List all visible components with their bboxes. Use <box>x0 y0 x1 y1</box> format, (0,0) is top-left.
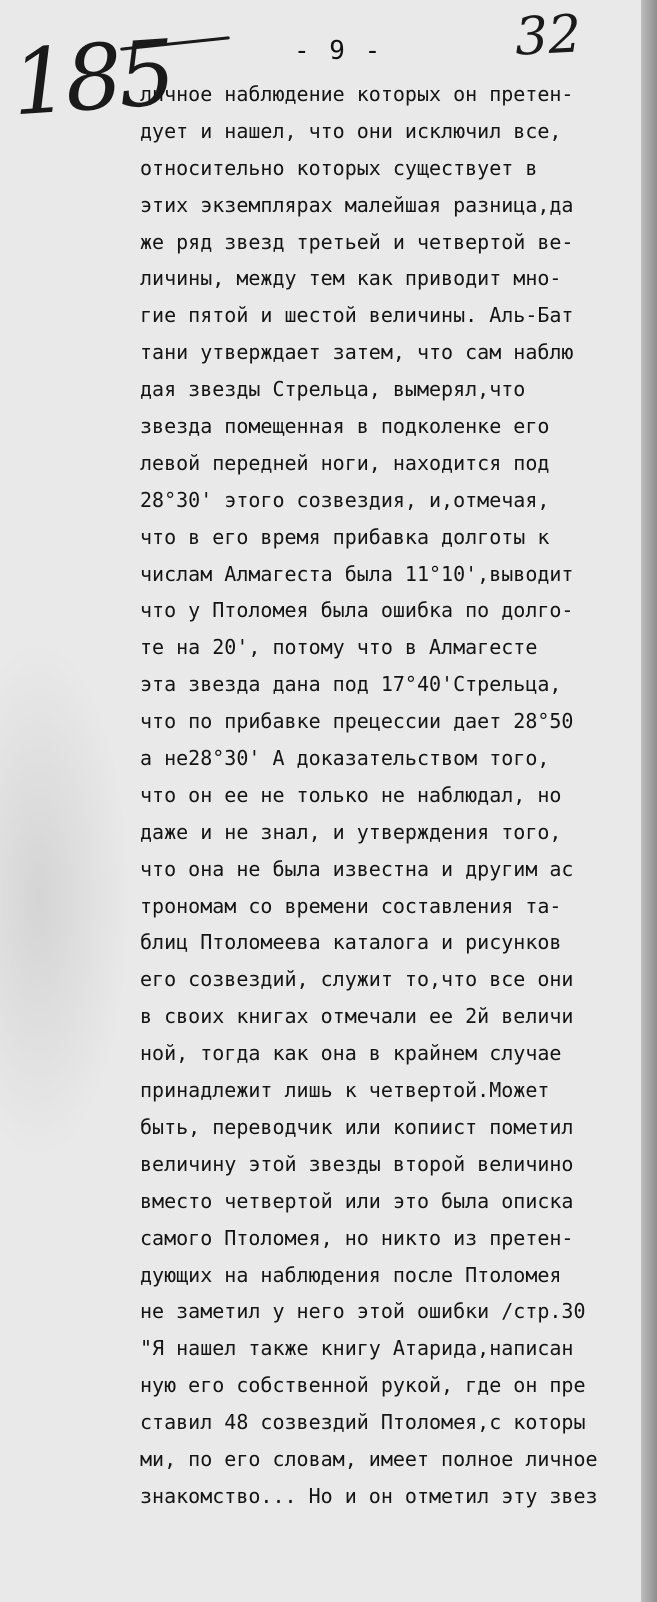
text-line: дует и нашел, что они исключил все, <box>140 118 562 143</box>
text-line: же ряд звезд третьей и четвертой ве- <box>140 229 574 254</box>
text-line: самого Птоломея, но никто из претен- <box>140 1225 574 1250</box>
text-line: ставил 48 созвездий Птоломея,с которы <box>140 1410 586 1435</box>
body-text <box>140 76 640 1515</box>
text-line: вместо четвертой или это была описка <box>140 1188 574 1213</box>
text-line: даже и не знал, и утверждения того, <box>140 819 562 844</box>
text-line: ми, по его словам, имеет полное личное <box>140 1446 598 1471</box>
text-line: "Я нашел также книгу Атарида,написан <box>140 1336 574 1361</box>
text-line: гие пятой и шестой величины. Аль-Бат <box>140 303 574 328</box>
text-line: что у Птоломея была ошибка по долго- <box>140 598 574 623</box>
text-line: не заметил у него этой ошибки /стр.30 <box>140 1299 586 1324</box>
text-line: ной, тогда как она в крайнем случае <box>140 1041 562 1066</box>
text-line: принадлежит лишь к четвертой.Может <box>140 1078 550 1103</box>
text-line: что он ее не только не наблюдал, но <box>140 782 562 807</box>
text-line: его созвездий, служит то,что все они <box>140 967 574 992</box>
text-line: в своих книгах отмечали ее 2й величи <box>140 1004 574 1029</box>
text-line: что по прибавке прецессии дает 28°50 <box>140 709 574 734</box>
text-line: 28°30' этого созвездия, и,отмечая, <box>140 487 550 512</box>
text-line: быть, переводчик или копиист пометил <box>140 1114 574 1139</box>
page-edge-shadow <box>641 0 657 1602</box>
page-number: - 9 - <box>294 36 383 66</box>
text-line: дующих на наблюдения после Птоломея <box>140 1262 562 1287</box>
handwritten-folio-right: 32 <box>513 4 583 68</box>
text-line: величину этой звезды второй величино <box>140 1151 574 1176</box>
text-line: знакомство... Но и он отметил эту звез <box>140 1483 598 1508</box>
text-line: дая звезды Стрельца, вымерял,что <box>140 377 526 402</box>
text-line: личное наблюдение которых он претен- <box>140 82 574 106</box>
text-line: эта звезда дана под 17°40'Стрельца, <box>140 672 562 697</box>
text-line: трономам со времени составления та- <box>140 893 562 918</box>
handwritten-folio-left: 185 <box>8 20 176 137</box>
show-through-stain <box>0 640 130 1160</box>
text-line: ную его собственной рукой, где он пре <box>140 1373 586 1398</box>
text-line: а не28°30' А доказательством того, <box>140 746 550 771</box>
text-line: что она не была известна и другим ас <box>140 856 574 881</box>
text-line: звезда помещенная в подколенке его <box>140 414 550 439</box>
text-line: числам Алмагеста была 11°10',выводит <box>140 561 574 586</box>
text-line: этих экземплярах малейшая разница,да <box>140 192 574 217</box>
text-line: что в его время прибавка долготы к <box>140 524 550 549</box>
text-line: левой передней ноги, находится под <box>140 450 550 475</box>
text-line: относительно которых существует в <box>140 155 538 180</box>
text-line: личины, между тем как приводит мно- <box>140 266 562 291</box>
text-line: те на 20', потому что в Алмагесте <box>140 635 538 660</box>
text-line: тани утверждает затем, что сам наблю <box>140 340 574 365</box>
text-line: блиц Птоломеева каталога и рисунков <box>140 930 562 955</box>
